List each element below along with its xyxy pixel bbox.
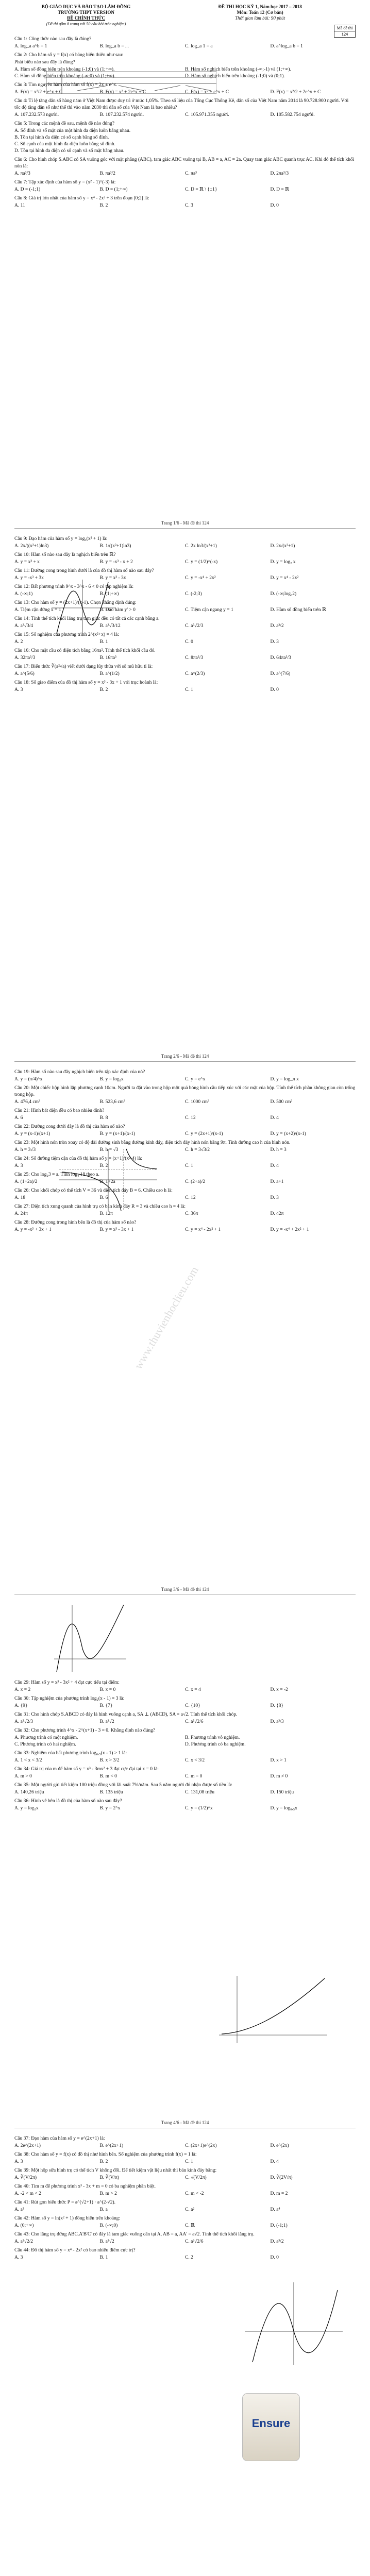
answer-option[interactable]: B. Đạo hàm y' > 0 xyxy=(99,607,136,613)
question-text: Câu 23: Một hình nón tròn xoay có độ dài đường sinh bằng đường kính đáy, diện tích đáy hình nón bằng 9π. Tính đường cao h của hình nón. xyxy=(14,1140,291,1145)
answer-option[interactable]: C. a³√2/3 xyxy=(185,623,204,629)
answer-option[interactable]: B. h = √3 xyxy=(99,1147,119,1153)
answer-option[interactable]: B. 135 triệu xyxy=(99,1790,123,1795)
answer-option[interactable]: B. 8 xyxy=(99,1115,108,1121)
exam-header xyxy=(14,4,356,27)
answer-options xyxy=(14,2143,356,2149)
answer-option[interactable]: C. 0 xyxy=(185,639,193,645)
page-footer: Trang 3/6 - Mã đề thi 124 xyxy=(161,1587,209,1592)
answer-option[interactable]: A. 1 < x < 3/2 xyxy=(14,1758,42,1763)
answer-option[interactable]: A. 3 xyxy=(14,2159,23,2164)
answer-options xyxy=(14,559,356,566)
answer-options xyxy=(14,1805,356,1812)
page-4 xyxy=(0,1602,370,1814)
answer-option[interactable]: C. m = 0 xyxy=(185,1774,203,1779)
answer-option[interactable]: D. 42π xyxy=(270,1211,284,1216)
answer-option[interactable]: C. 1000 cm³ xyxy=(185,1099,209,1105)
exam-title-block xyxy=(164,4,356,27)
answer-option[interactable]: D. 4 xyxy=(270,1115,279,1121)
answer-options xyxy=(14,128,356,155)
answer-option[interactable]: B. y = x³ - 3x + 1 xyxy=(99,1227,134,1232)
answer-option[interactable]: B. 6 xyxy=(99,1195,108,1200)
answer-option[interactable]: C. 12 xyxy=(185,1115,196,1121)
answer-options xyxy=(14,2239,356,2245)
answer-option[interactable]: B. 1+2a xyxy=(99,1179,115,1184)
answer-option[interactable]: B. a^(1/2) xyxy=(99,671,120,676)
answer-option[interactable]: C. 3 xyxy=(185,203,193,208)
answer-options xyxy=(14,1789,356,1796)
answer-option[interactable]: C. πa³ xyxy=(185,171,197,176)
answer-option[interactable]: A. 3 xyxy=(14,1163,23,1168)
question-text: Câu 24: Số đường tiệm cận của đồ thị hàm số y = (x+1)/(x²-4) là: xyxy=(14,1156,142,1161)
page-5-questions xyxy=(14,2136,356,2261)
question-text: Câu 25: Cho log₂3 = a. Tính log₄ 18 theo a. xyxy=(14,1172,99,1177)
answer-option[interactable]: A. (-∞;1) xyxy=(14,591,33,597)
question-text: Câu 20: Một chiếc hộp hình lập phương cạnh 10cm. Người ta đặt vào trong hộp một quả bóng hình cầu tiếp xúc với các mặt của hộp. Tính thể tích phần không gian còn trống trong hộp. xyxy=(14,1086,356,1097)
answer-option[interactable]: B. y = log₂x xyxy=(99,1077,124,1082)
answer-option[interactable]: D. (-∞;log₃2) xyxy=(270,591,297,597)
exam-code-box xyxy=(334,25,356,38)
answer-option[interactable]: B. D = (1;+∞) xyxy=(99,187,128,192)
answer-option[interactable]: D. 2πa³/3 xyxy=(270,171,289,176)
official-label: ĐỀ CHÍNH THỨC xyxy=(67,15,106,21)
school-name: TRƯỜNG THPT VERSION xyxy=(58,10,114,15)
answer-option[interactable]: A. 2 xyxy=(14,639,23,645)
answer-option[interactable]: B. 12π xyxy=(99,1211,113,1216)
page-footer: Trang 1/6 - Mã đề thi 124 xyxy=(161,520,209,526)
page-1 xyxy=(0,4,370,211)
answer-option[interactable]: B. (-∞;0) xyxy=(99,2223,118,2228)
question-text: Câu 27: Diện tích xung quanh của hình trụ có bán kính đáy R = 3 và chiều cao h = 4 là: xyxy=(14,1204,186,1209)
answer-option[interactable]: A. 2e^(2x+1) xyxy=(14,2143,41,2148)
answer-options xyxy=(14,2175,356,2181)
answer-options xyxy=(14,2223,356,2229)
answer-option[interactable]: B. {7} xyxy=(99,1703,113,1708)
quartic-graph-figure xyxy=(52,1602,129,1674)
answer-option[interactable]: B. (1;+∞) xyxy=(99,591,119,597)
answer-option[interactable]: C. y = e^x xyxy=(185,1077,206,1082)
exponential-graph-figure xyxy=(216,1973,330,2045)
question-text: Câu 39: Một hộp sữa hình trụ có thể tích V không đổi. Để tiết kiệm vật liệu nhất thì bán kính đáy bằng: xyxy=(14,2168,217,2173)
question-text: Câu 2: Cho hàm số y = f(x) có bảng biến thiên như sau: xyxy=(14,53,124,58)
question-text: Câu 30: Tập nghiệm của phương trình log₂(x - 1) = 3 là: xyxy=(14,1696,125,1701)
question-text: Câu 22: Đường cong dưới đây là đồ thị của hàm số nào? xyxy=(14,1124,125,1129)
question-text: Câu 19: Hàm số nào sau đây nghịch biến trên tập xác định của nó? xyxy=(14,1070,145,1075)
answer-options xyxy=(14,2255,356,2261)
answer-option[interactable]: B. Hàm số nghịch biến trên khoảng (-∞;-1) và (1;+∞). xyxy=(185,67,291,72)
answer-option[interactable]: A. a^(5/6) xyxy=(14,671,35,676)
answer-option[interactable]: B. y = 2^x xyxy=(99,1806,121,1811)
answer-option[interactable]: B. a³√2 xyxy=(99,2239,114,2244)
answer-option[interactable]: D. D = ℝ xyxy=(270,187,289,192)
answer-option[interactable]: D. x > 1 xyxy=(270,1758,287,1763)
question-text: Câu 14: Tính thể tích khối lăng trụ tam giác đều có tất cả các cạnh bằng a. xyxy=(14,616,160,621)
answer-option[interactable]: D. Hàm số nghịch biến trên khoảng (-1;0) và (0;1). xyxy=(185,74,285,79)
answer-option[interactable]: D. a+1 xyxy=(270,1179,284,1184)
answer-option[interactable]: A. {9} xyxy=(14,1703,28,1708)
answer-option[interactable]: C. ℝ xyxy=(185,2223,195,2228)
answer-option[interactable]: B. 107.232.574 người. xyxy=(99,112,144,117)
question-text: Câu 3: Tìm nguyên hàm của hàm số f(x) = 2x + e^x. xyxy=(14,82,117,88)
question-text: Câu 15: Số nghiệm của phương trình 2^(x²+x) = 4 là: xyxy=(14,632,119,637)
answer-option[interactable]: C. log_a 1 = a xyxy=(185,44,213,49)
answer-option[interactable]: B. a³√3/12 xyxy=(99,623,121,629)
school-block xyxy=(14,4,158,27)
answer-options xyxy=(14,655,356,662)
variation-table xyxy=(46,71,216,94)
answer-option[interactable]: D. 150 triệu xyxy=(270,1790,294,1795)
answer-options xyxy=(14,171,356,177)
question-text: Câu 34: Giá trị của m để hàm số y = x³ - 3mx² + 3 đạt cực đại tại x = 0 là: xyxy=(14,1767,159,1772)
question-text: Câu 21: Hình bát diện đều có bao nhiêu đỉnh? xyxy=(14,1108,105,1113)
answer-options xyxy=(14,1703,356,1709)
answer-option[interactable]: A. m > 0 xyxy=(14,1774,32,1779)
page-footer: Trang 2/6 - Mã đề thi 124 xyxy=(161,1054,209,1059)
page-divider xyxy=(14,528,356,529)
answer-option[interactable]: D. 4 xyxy=(270,2159,279,2164)
answer-option[interactable]: D. y = log_π x xyxy=(270,1077,299,1082)
answer-option[interactable]: D. Phương trình có ba nghiệm. xyxy=(185,1742,246,1747)
answer-option[interactable]: C. Số cạnh của một hình đa diện luôn bằng số đỉnh. xyxy=(14,142,116,147)
answer-option[interactable]: C. a² xyxy=(185,2207,195,2212)
watermark-overlay xyxy=(129,1224,242,1419)
answer-option[interactable]: D. 4 xyxy=(270,1163,279,1168)
answer-option[interactable]: C. Tiệm cận ngang y = 1 xyxy=(185,607,233,613)
question-text: Câu 5: Trong các mệnh đề sau, mệnh đề nào đúng? xyxy=(14,121,114,126)
answer-option[interactable]: A. y = -x³ + 3x xyxy=(14,575,44,581)
answer-option[interactable]: B. log_a b = ... xyxy=(99,44,129,49)
answer-option[interactable]: A. 32πa³/3 xyxy=(14,655,36,660)
answer-option[interactable]: D. y = log₂ x xyxy=(270,560,296,565)
answer-option[interactable]: A. -2 < m < 2 xyxy=(14,2191,41,2196)
question-text: Câu 16: Cho mặt cầu có diện tích bằng 16πa². Tính thể tích khối cầu đó. xyxy=(14,648,156,653)
answer-option[interactable]: A. 6 xyxy=(14,1115,23,1121)
answer-option[interactable]: C. Hàm số đồng biến trên khoảng (-∞;0) và (1;+∞). xyxy=(14,74,115,79)
answer-option[interactable]: D. 105.582.754 người. xyxy=(270,112,315,117)
answer-option[interactable]: D. a^log_a b = 1 xyxy=(270,44,303,49)
answer-option[interactable]: D. 64πa³/3 xyxy=(270,655,291,660)
question-text: Câu 38: Cho hàm số y = f(x) có đồ thị như hình bên. Số nghiệm của phương trình f(x) = 1 là: xyxy=(14,2152,197,2157)
answer-option[interactable]: A. y = log₂x xyxy=(14,1806,39,1811)
answer-options xyxy=(14,543,356,550)
answer-options xyxy=(14,671,356,677)
department-name: BỘ GIÁO DỤC VÀ ĐÀO TẠO LÂM ĐỒNG xyxy=(41,4,131,9)
answer-option[interactable]: C. x < 3/2 xyxy=(185,1758,205,1763)
answer-options xyxy=(14,1735,356,1748)
answer-option[interactable]: A. 107.232.573 người. xyxy=(14,112,59,117)
answer-option[interactable]: C. 2x ln3/(x²+1) xyxy=(185,544,217,549)
question-text: Câu 17: Biểu thức ∛(a²√a) viết dưới dạng lũy thừa với số mũ hữu tỉ là: xyxy=(14,664,153,669)
cubic-graph-figure xyxy=(46,577,119,639)
answer-option[interactable]: D. y = log₀,₅x xyxy=(270,1806,297,1811)
answer-option[interactable]: A. a³√3/4 xyxy=(14,623,33,629)
answer-option[interactable]: D. 0 xyxy=(270,203,279,208)
answer-option[interactable]: C. y = (2x+1)/(x-1) xyxy=(185,1131,223,1137)
answer-option[interactable]: C. h = 3√3/2 xyxy=(185,1147,210,1153)
question-text: Câu 42: Hàm số y = ln(x² + 1) đồng biến trên khoảng: xyxy=(14,2216,121,2221)
question-text: Câu 12: Bất phương trình 9^x - 3^x - 6 < 0 có tập nghiệm là: xyxy=(14,584,134,589)
question-text: Câu 13: Cho hàm số y = (2x+1)/(x-1). Chọn khẳng định đúng: xyxy=(14,600,137,605)
answer-option[interactable]: C. 1 xyxy=(185,687,193,692)
question-text: Câu 28: Đường cong trong hình bên là đồ thị của hàm số nào? xyxy=(14,1220,137,1225)
answer-option[interactable]: D. a³/2 xyxy=(270,2239,284,2244)
answer-option[interactable]: B. F(x) = x² + 2e^x + C xyxy=(99,90,146,95)
answer-option[interactable]: B. 1/((x²+1)ln3) xyxy=(99,544,131,549)
question-text: Câu 4: Tỉ lệ tăng dân số hàng năm ở Việt Nam được duy trì ở mức 1,05%. Theo số liệu của Tổng Cục Thống Kê, dân số của Việt Nam năm 2014 là 90.728.900 người. Với tốc độ tăng dân số như thế thì vào năm 2030 thì dân số của Việt Nam là bao nhiêu? xyxy=(14,98,349,110)
answer-option[interactable]: A. h = 3√3 xyxy=(14,1147,36,1153)
answer-option[interactable]: C. m < -2 xyxy=(185,2191,204,2196)
answer-options xyxy=(14,1099,356,1106)
page-3 xyxy=(0,1069,370,1371)
question-text: Câu 26: Cho khối chóp có thể tích V = 36 và diện tích đáy B = 6. Chiều cao h là: xyxy=(14,1188,173,1193)
answer-option[interactable]: A. log_a a^b = 1 xyxy=(14,44,47,49)
answer-options xyxy=(14,187,356,193)
answer-option[interactable]: B. y = x³ - 3x xyxy=(99,575,126,581)
question-text: Câu 11: Đường cong trong hình dưới là của đồ thị hàm số nào sau đây? xyxy=(14,568,154,573)
answer-option[interactable]: A. Hàm số đồng biến trên khoảng (-1;0) và (1;+∞). xyxy=(14,67,115,72)
answer-option[interactable]: C. y = (1/2)^(-x) xyxy=(185,560,218,565)
answer-options xyxy=(14,2207,356,2213)
answer-option[interactable]: A. F(x) = x²/2 + e^x + C xyxy=(14,90,63,95)
answer-option[interactable]: C. Phương trình có hai nghiệm. xyxy=(14,1742,76,1747)
answer-option[interactable]: D. y = -x⁴ + 2x² + 1 xyxy=(270,1227,309,1232)
answer-option[interactable]: C. 1 xyxy=(185,1163,193,1168)
answer-option[interactable]: C. y = x⁴ - 2x² + 1 xyxy=(185,1227,221,1232)
answer-option[interactable]: D. m = 2 xyxy=(270,2191,288,2196)
page-2 xyxy=(0,536,370,696)
product-label: Ensure xyxy=(251,2417,291,2430)
exam-subject: Môn: Toán 12 (Cơ bản) xyxy=(237,10,283,15)
answer-option[interactable]: C. 8πa³/3 xyxy=(185,655,204,660)
answer-option[interactable]: D. a⁴ xyxy=(270,2207,280,2212)
answer-option[interactable]: A. πa³/3 xyxy=(14,171,30,176)
answer-option[interactable]: D. 3 xyxy=(270,1195,279,1200)
question-text: Câu 43: Cho lăng trụ đứng ABC.A'B'C' có đáy là tam giác vuông cân tại A, AB = a, AA' = a√2. Tính thể tích khối lăng trụ. xyxy=(14,2232,255,2237)
answer-option[interactable]: B. y = (x+1)/(x-1) xyxy=(99,1131,136,1137)
answer-options xyxy=(14,1115,356,1122)
answer-option[interactable]: A. (0;+∞) xyxy=(14,2223,34,2228)
answer-option[interactable]: B. 2 xyxy=(99,203,108,208)
answer-option[interactable]: B. Tồn tại hình đa diện có số cạnh bằng số đỉnh. xyxy=(14,135,109,140)
answer-option[interactable]: D. Hàm số đồng biến trên ℝ xyxy=(270,607,326,613)
watermark-text: www.thuvienhoclieu.com xyxy=(131,1264,201,1371)
answer-option[interactable]: B. 523,6 cm³ xyxy=(99,1099,125,1105)
question-text: Câu 37: Đạo hàm của hàm số y = e^(2x+1) là: xyxy=(14,2136,105,2141)
answer-option[interactable]: B. 1 xyxy=(99,639,108,645)
answer-option[interactable]: C. √(V/2π) xyxy=(185,2175,207,2180)
answer-option[interactable]: A. 18 xyxy=(14,1195,26,1200)
answer-option[interactable]: A. 24π xyxy=(14,1211,28,1216)
answer-option[interactable]: B. a³√2 xyxy=(99,1719,114,1724)
answer-option[interactable]: D. 0 xyxy=(270,687,279,692)
answer-option[interactable]: B. x = 0 xyxy=(99,1687,116,1692)
answer-option[interactable]: D. ∛(2V/π) xyxy=(270,2175,293,2180)
answer-option[interactable]: B. 2 xyxy=(99,687,108,692)
answer-option[interactable]: B. m < 0 xyxy=(99,1774,117,1779)
answer-option[interactable]: D. a^(7/6) xyxy=(270,671,291,676)
question-text: Câu 18: Số giao điểm của đồ thị hàm số y = x³ - 3x + 1 với trục hoành là: xyxy=(14,680,158,685)
answer-option[interactable]: B. a xyxy=(99,2207,108,2212)
question-text: Câu 9: Đạo hàm của hàm số y = log₃(x² + 1) là: xyxy=(14,536,108,541)
exam-duration: Thời gian làm bài: 90 phút xyxy=(235,15,285,21)
answer-option[interactable]: D. a³/3 xyxy=(270,1719,284,1724)
page-divider xyxy=(14,1061,356,1062)
answer-option[interactable]: A. 140,26 triệu xyxy=(14,1790,44,1795)
answer-option[interactable]: A. a³ xyxy=(14,2207,24,2212)
answer-option[interactable]: A. y = -x³ + 3x + 1 xyxy=(14,1227,52,1232)
answer-option[interactable]: D. 2x/(x²+1) xyxy=(270,544,295,549)
question-text: Câu 10: Hàm số nào sau đây là nghịch biến trên ℝ? xyxy=(14,552,116,557)
answer-option[interactable]: C. a³√2/6 xyxy=(185,1719,204,1724)
answer-options xyxy=(14,43,356,50)
answer-option[interactable]: C. {10} xyxy=(185,1703,200,1708)
answer-option[interactable]: A. a³√2/3 xyxy=(14,1719,33,1724)
answer-options xyxy=(14,1131,356,1138)
answer-option[interactable]: C. y = (1/2)^x xyxy=(185,1806,213,1811)
answer-option[interactable]: A. 476,4 cm³ xyxy=(14,1099,40,1105)
answer-option[interactable]: C. 131,08 triệu xyxy=(185,1790,214,1795)
cubic-curve-figure xyxy=(242,2280,345,2367)
answer-option[interactable]: C. a³√2/6 xyxy=(185,2239,204,2244)
answer-options xyxy=(14,1687,356,1693)
answer-option[interactable]: D. e^(2x) xyxy=(270,2143,289,2148)
answer-option[interactable]: A. 3 xyxy=(14,2255,23,2260)
hyperbola-graph-figure xyxy=(57,1146,160,1213)
answer-option[interactable]: B. 16πa³ xyxy=(99,655,116,660)
answer-option[interactable]: B. e^(2x+1) xyxy=(99,2143,124,2148)
answer-option[interactable]: C. 12 xyxy=(185,1195,196,1200)
answer-option[interactable]: A. Phương trình có một nghiệm. xyxy=(14,1735,78,1740)
answer-options xyxy=(14,1719,356,1725)
answer-options xyxy=(14,112,356,118)
answer-option[interactable]: B. 2 xyxy=(99,1163,108,1168)
answer-options xyxy=(14,1773,356,1780)
page-5 xyxy=(0,2136,370,2430)
answer-option[interactable]: D. 3 xyxy=(270,639,279,645)
answer-option[interactable]: B. πa³/2 xyxy=(99,171,115,176)
answer-option[interactable]: D. Tồn tại hình đa diện có số cạnh và số mặt bằng nhau. xyxy=(14,148,125,154)
question-text: Câu 31: Cho hình chóp S.ABCD có đáy là hình vuông cạnh a, SA ⊥ (ABCD), SA = a√2. Tính thể tích khối chóp. xyxy=(14,1712,238,1717)
answer-option[interactable]: B. ∛(V/π) xyxy=(99,2175,120,2180)
answer-option[interactable]: C. a^(2/3) xyxy=(185,671,205,676)
answer-options xyxy=(14,639,356,646)
question-text: Câu 6: Cho hình chóp S.ABC có SA vuông góc với mặt phẳng (ABC), tam giác ABC vuông tại B, AB = a, AC = 2a. Quay tam giác ABC quanh trục AC. Khi đó thể tích khối nón là: xyxy=(14,157,355,169)
answer-options xyxy=(14,202,356,209)
answer-option[interactable]: C. y = -x⁴ + 2x² xyxy=(185,575,216,581)
answer-option[interactable]: C. x = 4 xyxy=(185,1687,201,1692)
answer-option[interactable]: B. x > 3/2 xyxy=(99,1758,120,1763)
page-4-questions xyxy=(14,1680,356,1812)
question-text: Câu 41: Rút gọn biểu thức P = a^(√2+1) · a^(2-√2). xyxy=(14,2200,116,2205)
answer-option[interactable]: A. y = (x-1)/(x+1) xyxy=(14,1131,51,1137)
answer-options xyxy=(14,687,356,693)
answer-option[interactable]: A. a³√2/2 xyxy=(14,2239,33,2244)
question-text: Câu 40: Tìm m để phương trình x³ - 3x + m = 0 có ba nghiệm phân biệt. xyxy=(14,2184,156,2189)
answer-option[interactable]: C. (2x+1)e^(2x) xyxy=(185,2143,217,2148)
question-text: Câu 1: Công thức nào sau đây là đúng? xyxy=(14,37,92,42)
question-text: Câu 35: Một người gửi tiết kiệm 100 triệu đồng với lãi suất 7%/năm. Sau 5 năm người đó nhận được số tiền là: xyxy=(14,1783,232,1788)
answer-option[interactable]: A. y = x³ + x xyxy=(14,560,40,565)
question-text: Câu 8: Giá trị lớn nhất của hàm số y = x⁴ - 2x² + 3 trên đoạn [0;2] là: xyxy=(14,196,149,201)
answer-option[interactable]: A. ∛(V/2π) xyxy=(14,2175,37,2180)
answer-option[interactable]: D. {8} xyxy=(270,1703,283,1708)
page-1-questions xyxy=(14,36,356,209)
answer-option[interactable]: A. x = 2 xyxy=(14,1687,31,1692)
question-text: Câu 36: Hình vẽ bên là đồ thị của hàm số nào sau đây? xyxy=(14,1799,122,1804)
answer-option[interactable]: A. 2x/((x²+1)ln3) xyxy=(14,544,49,549)
answer-option[interactable]: D. h = 3 xyxy=(270,1147,287,1153)
answer-option[interactable]: A. Số đỉnh và số mặt của một hình đa diện luôn bằng nhau. xyxy=(14,128,131,133)
question-text: Câu 29: Hàm số y = x³ - 3x² + 4 đạt cực tiểu tại điểm: xyxy=(14,1680,120,1685)
answer-option[interactable]: D. 0 xyxy=(270,2255,279,2260)
answer-option[interactable]: D. x = -2 xyxy=(270,1687,288,1692)
exam-code-label: Mã đề thi xyxy=(337,26,353,30)
answer-option[interactable]: C. (2+a)/2 xyxy=(185,1179,206,1184)
answer-option[interactable]: C. 1 xyxy=(185,2159,193,2164)
milk-can-image xyxy=(242,2393,300,2461)
answer-option[interactable]: D. 500 cm³ xyxy=(270,1099,293,1105)
answer-option[interactable]: B. 2 xyxy=(99,2159,108,2164)
answer-option[interactable]: D. y = x⁴ - 2x² xyxy=(270,575,299,581)
answer-option[interactable]: A. (1+2a)/2 xyxy=(14,1179,38,1184)
answer-option[interactable]: D. m ≠ 0 xyxy=(270,1774,288,1779)
answer-option[interactable]: A. D = (-1;1) xyxy=(14,187,41,192)
answer-options xyxy=(14,2159,356,2165)
exam-note: (Đề thi gồm 8 trang với 50 câu hỏi trắc nghiệm) xyxy=(46,22,126,26)
exam-code-value: 124 xyxy=(334,31,355,37)
answer-options xyxy=(14,1076,356,1083)
answer-option[interactable]: C. D = ℝ \ {±1} xyxy=(185,187,217,192)
answer-option[interactable]: D. a³/2 xyxy=(270,623,284,629)
answer-option[interactable]: A. 11 xyxy=(14,203,25,208)
answer-option[interactable]: B. 1 xyxy=(99,2255,108,2260)
answer-option[interactable]: D. (-1;1) xyxy=(270,2223,288,2228)
answer-option[interactable]: C. F(x) = x² + e^x + C xyxy=(185,90,229,95)
answer-option[interactable]: B. m > 2 xyxy=(99,2191,117,2196)
question-text: Câu 32: Cho phương trình 4^x - 2^(x+1) - 3 = 0. Khẳng định nào đúng? xyxy=(14,1728,156,1733)
answer-options xyxy=(14,2191,356,2197)
question-text: Câu 33: Nghiệm của bất phương trình log₀,₅(x - 1) > 1 là: xyxy=(14,1751,127,1756)
answer-option[interactable]: A. Tiệm cận đứng x = 1 xyxy=(14,607,61,613)
answer-option[interactable]: B. Phương trình vô nghiệm. xyxy=(185,1735,240,1740)
answer-option[interactable]: C. 2 xyxy=(185,2255,193,2260)
question-text: Phát biểu nào sau đây là đúng? xyxy=(14,60,75,65)
answer-options xyxy=(14,1757,356,1764)
answer-option[interactable]: A. 3 xyxy=(14,687,23,692)
page-footer: Trang 4/6 - Mã đề thi 124 xyxy=(161,2120,209,2125)
answer-option[interactable]: C. 36π xyxy=(185,1211,198,1216)
answer-option[interactable]: B. y = -x³ - x + 2 xyxy=(99,560,133,565)
question-text: Câu 7: Tập xác định của hàm số y = (x² - 1)^(-3) là: xyxy=(14,180,116,185)
answer-option[interactable]: C. 105.971.355 người. xyxy=(185,112,229,117)
answer-option[interactable]: A. y = (π/4)^x xyxy=(14,1077,43,1082)
answer-option[interactable]: D. y = (x+2)/(x-1) xyxy=(270,1131,306,1137)
exam-title: ĐỀ THI HỌC KỲ 1, Năm học 2017 – 2018 xyxy=(218,4,302,9)
answer-option[interactable]: D. F(x) = x²/2 + 2e^x + C xyxy=(270,90,321,95)
question-text: Câu 44: Đồ thị hàm số y = x⁴ - 2x² có bao nhiêu điểm cực trị? xyxy=(14,2248,136,2253)
answer-option[interactable]: C. (-2;3) xyxy=(185,591,202,597)
